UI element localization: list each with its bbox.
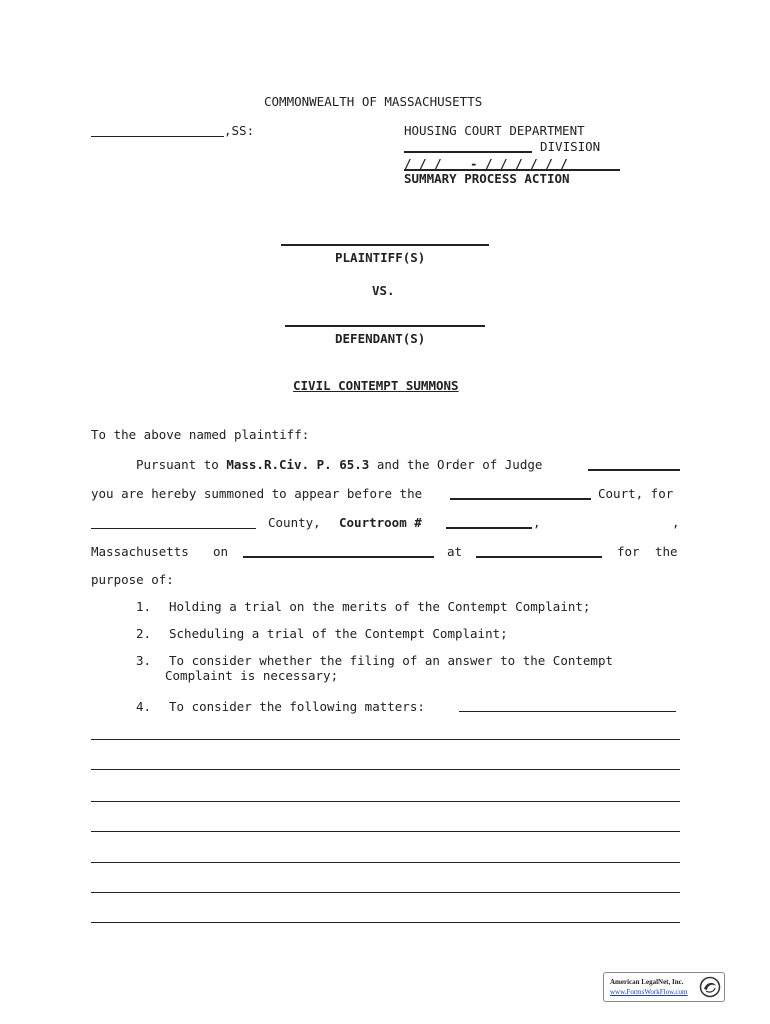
- county-text: County,: [268, 515, 321, 530]
- court-for-text: Court, for: [598, 486, 674, 501]
- item-text-continued: Complaint is necessary;: [165, 668, 339, 683]
- docket-dash: -: [470, 156, 478, 171]
- summoned-text: you are hereby summoned to appear before the: [91, 486, 423, 501]
- writing-line[interactable]: [91, 892, 680, 893]
- pursuant-line: [136, 457, 542, 472]
- item-text: To consider the following matters:: [169, 699, 425, 714]
- county-name-blank[interactable]: [91, 528, 256, 529]
- publisher-name: American LegalNet, Inc.: [610, 978, 684, 986]
- date-blank[interactable]: [243, 556, 434, 558]
- for-text: for: [617, 544, 640, 559]
- item-text: Holding a trial on the merits of the Contempt Complaint;: [169, 599, 591, 614]
- division-blank: [404, 151, 532, 153]
- docket-slashes-right: / / / / / /: [485, 156, 568, 171]
- courtroom-blank[interactable]: [446, 527, 532, 529]
- defendant-label: DEFENDANT(S): [335, 331, 426, 346]
- vs-label: VS.: [372, 283, 395, 298]
- publisher-logo-icon: [699, 976, 721, 998]
- county-ss-label: ,SS:: [224, 123, 255, 138]
- item-text: Scheduling a trial of the Contempt Complaint;: [169, 626, 508, 641]
- order-of-judge-text: and the Order of Judge: [369, 457, 543, 472]
- writing-line[interactable]: [91, 922, 680, 923]
- writing-line[interactable]: [91, 801, 680, 802]
- item-text: To consider whether the filing of an answer to the Contempt: [169, 653, 614, 668]
- plaintiff-blank: [281, 244, 489, 246]
- item-number: 3.: [136, 653, 152, 668]
- writing-line[interactable]: [91, 862, 680, 863]
- at-text: at: [447, 544, 463, 559]
- rule-citation: Mass.R.Civ. P. 65.3: [226, 457, 370, 472]
- the-text: the: [655, 544, 678, 559]
- writing-line[interactable]: [91, 739, 680, 740]
- county-blank: [91, 136, 224, 137]
- summary-process-action: SUMMARY PROCESS ACTION: [404, 171, 570, 186]
- pursuant-text: Pursuant to: [136, 457, 227, 472]
- court-department: HOUSING COURT DEPARTMENT: [404, 123, 585, 138]
- salutation: To the above named plaintiff:: [91, 427, 310, 442]
- item-number: 1.: [136, 599, 152, 614]
- item-number: 2.: [136, 626, 152, 641]
- writing-line[interactable]: [91, 831, 680, 832]
- document-title: CIVIL CONTEMPT SUMMONS: [293, 378, 459, 393]
- writing-line[interactable]: [91, 769, 680, 770]
- courtroom-label: Courtroom #: [339, 515, 422, 530]
- court-blank[interactable]: [450, 498, 591, 500]
- comma-right: ,: [672, 515, 680, 530]
- massachusetts-text: Massachusetts: [91, 544, 189, 559]
- item-number: 4.: [136, 699, 152, 714]
- publisher-badge: [603, 972, 725, 1002]
- division-label: DIVISION: [540, 139, 601, 154]
- docket-slashes-left: / / /: [404, 156, 442, 171]
- purpose-of-text: purpose of:: [91, 572, 174, 587]
- time-blank[interactable]: [476, 556, 602, 558]
- defendant-blank: [285, 325, 485, 327]
- on-text: on: [213, 544, 229, 559]
- judge-blank[interactable]: [588, 469, 680, 471]
- matters-blank[interactable]: [459, 711, 676, 712]
- commonwealth-heading: COMMONWEALTH OF MASSACHUSETTS: [264, 94, 483, 109]
- comma-after-courtroom: ,: [533, 515, 541, 530]
- plaintiff-label: PLAINTIFF(S): [335, 250, 426, 265]
- publisher-website-link[interactable]: www.FormsWorkFlow.com: [610, 988, 688, 996]
